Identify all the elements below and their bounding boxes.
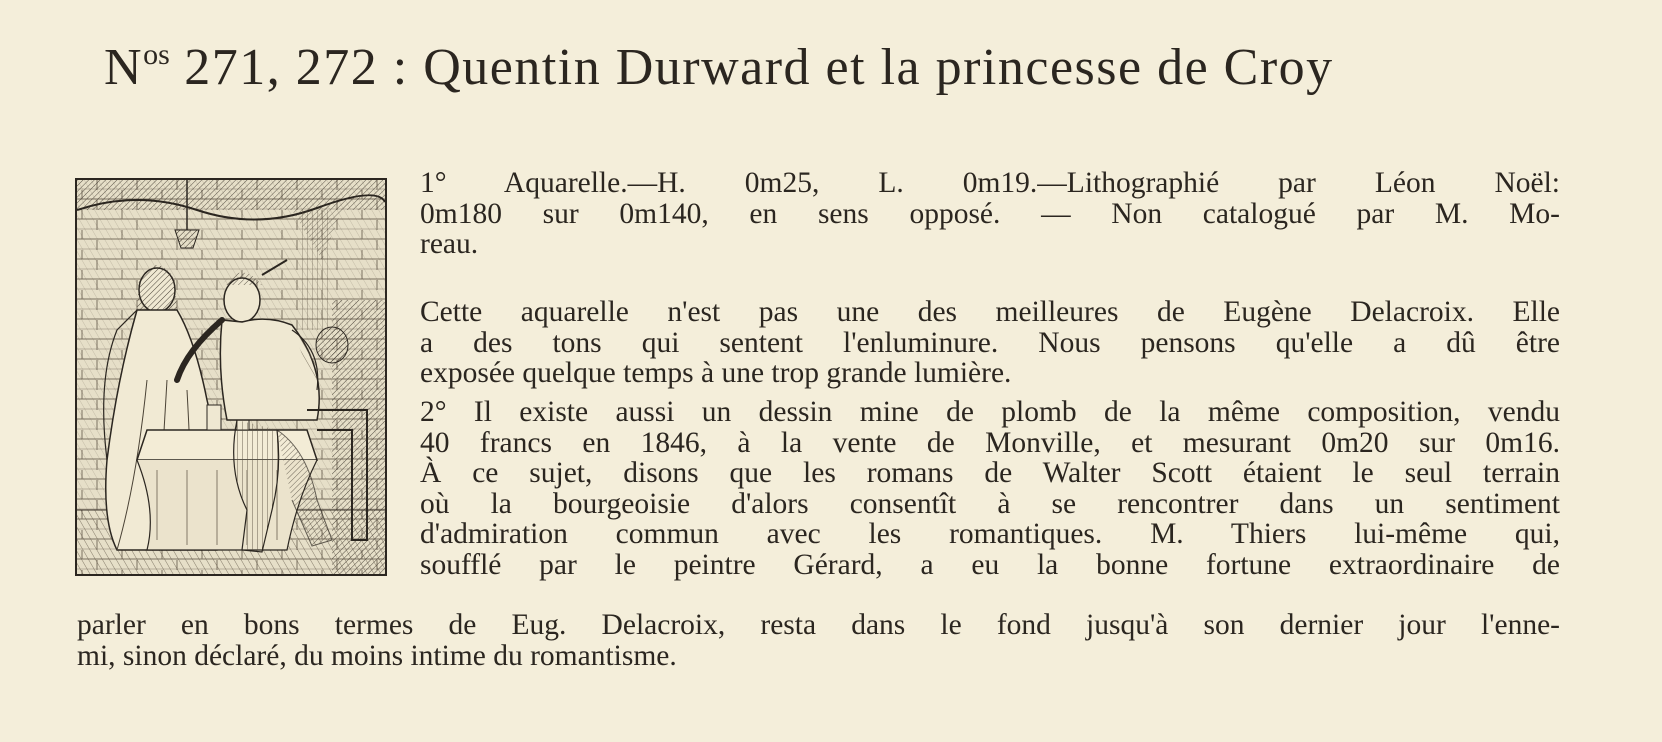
text-line: a des tons qui sentent l'enluminure. Nous pensons qu'elle a dû être	[420, 326, 1560, 359]
text-line: Cette aquarelle n'est pas une des meilleures de Eugène Delacroix. Elle	[420, 296, 1560, 328]
text-line: parler en bons termes de Eug. Delacroix, resta dans le fond jusqu'à son dernier jour l'enne-	[77, 609, 1560, 641]
text-line: 0m180 sur 0m140, en sens opposé. — Non catalogué par M. Mo-	[420, 197, 1560, 230]
paragraph-4	[77, 610, 1560, 671]
text-line: À ce sujet, disons que les romans de Walter Scott étaient le seul terrain	[420, 457, 1560, 489]
text-line: 2° Il existe aussi un dessin mine de plomb de la même composition, vendu	[420, 396, 1560, 428]
paragraph-2	[420, 297, 1560, 389]
engraving-image	[75, 178, 387, 576]
text-line: 40 francs en 1846, à la vente de Monville, et mesurant 0m20 sur 0m16.	[420, 426, 1560, 459]
title-rest: 271, 272 : Quentin Durward et la princesse de Croy	[169, 39, 1334, 96]
text-line: soufflé par le peintre Gérard, a eu la bonne fortune extraordinaire de	[420, 548, 1560, 581]
title-prefix: N	[104, 39, 144, 96]
text-line: où la bourgeoisie d'alors consentît à se rencontrer dans un sentiment	[420, 487, 1560, 520]
text-line: reau.	[420, 228, 479, 260]
paragraph-3	[420, 397, 1560, 580]
text-line: d'admiration commun avec les romantiques. M. Thiers lui-même qui,	[420, 518, 1560, 550]
paragraph-1	[420, 168, 1560, 260]
text-line: 1° Aquarelle.—H. 0m25, L. 0m19.—Lithographié par Léon Noël:	[420, 167, 1560, 199]
text-line: exposée quelque temps à une trop grande lumière.	[420, 357, 1012, 389]
page-title	[104, 38, 1334, 97]
title-superscript: os	[143, 38, 170, 71]
text-line: mi, sinon déclaré, du moins intime du romantisme.	[77, 639, 677, 672]
